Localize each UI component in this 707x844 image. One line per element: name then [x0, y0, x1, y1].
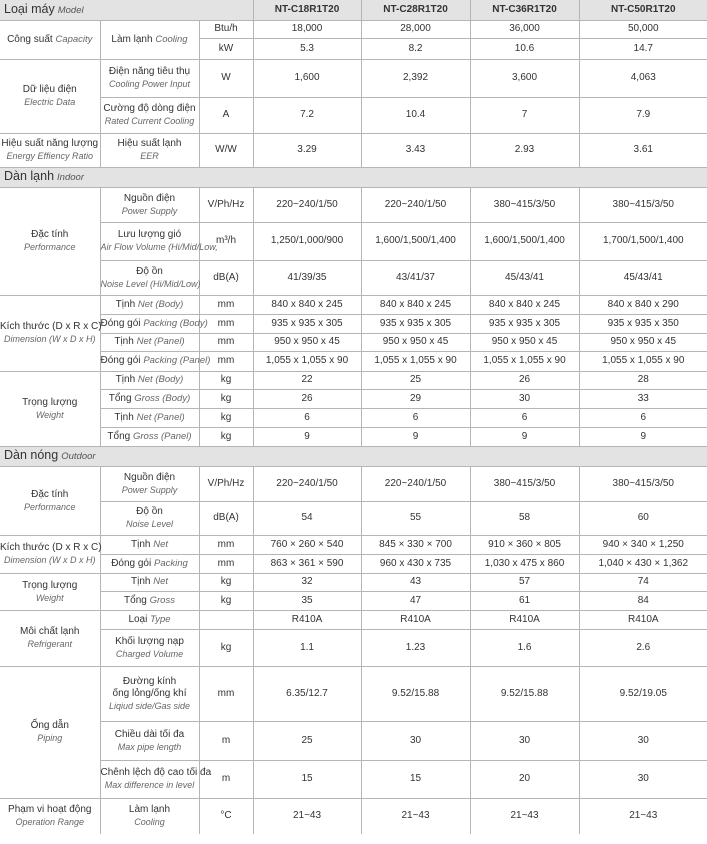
value-cell: 20 — [470, 760, 579, 798]
item-cell: Nguồn điện Power Supply — [100, 187, 199, 222]
item-cell: Điện năng tiêu thụ Cooling Power Input — [100, 59, 199, 97]
category-cell: Hiệu suất năng lượng Energy Effiency Ratio — [0, 133, 100, 167]
unit-cell: dB(A) — [199, 501, 253, 535]
category-cell: Trọng lượng Weight — [0, 573, 100, 610]
item-cell: Tổng Gross (Panel) — [100, 427, 199, 446]
item-cell: Tổng Gross (Body) — [100, 389, 199, 408]
value-cell: 1,055 x 1,055 x 90 — [253, 351, 361, 371]
table-row — [0, 721, 707, 760]
value-cell: 840 x 840 x 245 — [470, 295, 579, 314]
value-cell: 9 — [579, 427, 707, 446]
item-cell: Độ ồn Noise Level — [100, 501, 199, 535]
value-cell: 21~43 — [470, 798, 579, 834]
value-cell: 9.52/19.05 — [579, 666, 707, 721]
value-cell: 6 — [579, 408, 707, 427]
item-cell: Tịnh Net (Body) — [100, 371, 199, 389]
category-cell: Ống dẫn Piping — [0, 666, 100, 798]
category-cell: Công suất Capacity — [0, 20, 100, 59]
item-cell: Đóng gói Packing — [100, 554, 199, 573]
value-cell: 7.9 — [579, 97, 707, 133]
unit-cell: kg — [199, 389, 253, 408]
value-cell: 47 — [361, 591, 470, 610]
value-cell: 55 — [361, 501, 470, 535]
item-cell: Làm lạnh Cooling — [100, 20, 199, 59]
unit-cell: mm — [199, 351, 253, 371]
value-cell: 33 — [579, 389, 707, 408]
value-cell: 57 — [470, 573, 579, 591]
value-cell: 26 — [253, 389, 361, 408]
value-cell: 9.52/15.88 — [361, 666, 470, 721]
value-cell: 845 × 330 × 700 — [361, 535, 470, 554]
value-cell: 22 — [253, 371, 361, 389]
item-cell: Làm lạnh Cooling — [100, 798, 199, 834]
value-cell: 1,055 x 1,055 x 90 — [579, 351, 707, 371]
value-cell: 26 — [470, 371, 579, 389]
value-cell: 74 — [579, 573, 707, 591]
unit-cell: V/Ph/Hz — [199, 187, 253, 222]
value-cell: 3.43 — [361, 133, 470, 167]
unit-cell: kg — [199, 408, 253, 427]
value-cell: 36,000 — [470, 20, 579, 38]
category-cell: Trọng lượng Weight — [0, 371, 100, 446]
value-cell: 45/43/41 — [470, 260, 579, 295]
unit-cell: kW — [199, 38, 253, 59]
unit-cell: kg — [199, 371, 253, 389]
value-cell: 30 — [579, 721, 707, 760]
value-cell: 935 x 935 x 305 — [361, 314, 470, 333]
value-cell: 58 — [470, 501, 579, 535]
item-cell: Tổng Gross — [100, 591, 199, 610]
unit-cell: m — [199, 721, 253, 760]
unit-cell: kg — [199, 427, 253, 446]
unit-cell: m³/h — [199, 222, 253, 260]
unit-cell: W/W — [199, 133, 253, 167]
value-cell: 3.61 — [579, 133, 707, 167]
table-row — [0, 389, 707, 408]
item-cell: Chiều dài tối đa Max pipe length — [100, 721, 199, 760]
value-cell: 950 x 950 x 45 — [470, 333, 579, 351]
section-header-indoor — [0, 167, 707, 187]
value-cell: 2.6 — [579, 629, 707, 666]
value-cell: 28,000 — [361, 20, 470, 38]
value-cell: 1.6 — [470, 629, 579, 666]
table-row — [0, 59, 707, 97]
value-cell: 35 — [253, 591, 361, 610]
value-cell: 7.2 — [253, 97, 361, 133]
value-cell: 3,600 — [470, 59, 579, 97]
value-cell: 6 — [253, 408, 361, 427]
model-name: NT-C50R1T20 — [579, 0, 707, 20]
value-cell: 9.52/15.88 — [470, 666, 579, 721]
value-cell: 25 — [361, 371, 470, 389]
item-cell: Tịnh Net (Panel) — [100, 333, 199, 351]
table-row — [0, 501, 707, 535]
value-cell: 1,055 x 1,055 x 90 — [470, 351, 579, 371]
value-cell: 6 — [361, 408, 470, 427]
value-cell: 1,600/1,500/1,400 — [361, 222, 470, 260]
unit-cell: Btu/h — [199, 20, 253, 38]
unit-cell: A — [199, 97, 253, 133]
value-cell: 2.93 — [470, 133, 579, 167]
value-cell: 54 — [253, 501, 361, 535]
table-row — [0, 295, 707, 314]
item-cell: Đóng gói Packing (Body) — [100, 314, 199, 333]
value-cell: 380~415/3/50 — [579, 466, 707, 501]
value-cell: 29 — [361, 389, 470, 408]
value-cell: 950 x 950 x 45 — [253, 333, 361, 351]
value-cell: 30 — [470, 389, 579, 408]
table-row — [0, 333, 707, 351]
value-cell: 5.3 — [253, 38, 361, 59]
value-cell: R410A — [470, 610, 579, 629]
table-row — [0, 20, 707, 38]
table-row — [0, 351, 707, 371]
value-cell: 84 — [579, 591, 707, 610]
value-cell: 950 x 950 x 45 — [361, 333, 470, 351]
value-cell: 21~43 — [361, 798, 470, 834]
value-cell: 380~415/3/50 — [470, 466, 579, 501]
value-cell: 28 — [579, 371, 707, 389]
value-cell: 60 — [579, 501, 707, 535]
value-cell: 940 × 340 × 1,250 — [579, 535, 707, 554]
value-cell: 1,250/1,000/900 — [253, 222, 361, 260]
table-row — [0, 408, 707, 427]
item-cell: Độ ồn Noise Level (Hi/Mid/Low) — [100, 260, 199, 295]
unit-cell — [199, 610, 253, 629]
value-cell: 21~43 — [579, 798, 707, 834]
value-cell: 6.35/12.7 — [253, 666, 361, 721]
value-cell: 30 — [579, 760, 707, 798]
table-row — [0, 222, 707, 260]
unit-cell: mm — [199, 554, 253, 573]
section-title: Dàn nóng Outdoor — [0, 446, 707, 466]
value-cell: 43/41/37 — [361, 260, 470, 295]
value-cell: 380~415/3/50 — [579, 187, 707, 222]
value-cell: 863 × 361 × 590 — [253, 554, 361, 573]
value-cell: R410A — [579, 610, 707, 629]
category-cell: Đặc tính Performance — [0, 187, 100, 295]
value-cell: 7 — [470, 97, 579, 133]
model-name: NT-C36R1T20 — [470, 0, 579, 20]
item-cell: Tịnh Net — [100, 535, 199, 554]
value-cell: 4,063 — [579, 59, 707, 97]
table-row — [0, 573, 707, 591]
value-cell: 910 × 360 × 805 — [470, 535, 579, 554]
item-cell: Chênh lệch độ cao tối đa Max difference in level — [100, 760, 199, 798]
item-cell: Loại Type — [100, 610, 199, 629]
unit-cell: kg — [199, 591, 253, 610]
value-cell: 935 x 935 x 305 — [470, 314, 579, 333]
unit-cell: mm — [199, 666, 253, 721]
unit-cell: °C — [199, 798, 253, 834]
table-row — [0, 760, 707, 798]
item-cell: Đường kính ống lỏng/ống khí Liqiud side/Gas side — [100, 666, 199, 721]
value-cell: 14.7 — [579, 38, 707, 59]
table-row — [0, 427, 707, 446]
value-cell: 18,000 — [253, 20, 361, 38]
value-cell: 935 x 935 x 305 — [253, 314, 361, 333]
table-row — [0, 535, 707, 554]
table-row — [0, 466, 707, 501]
value-cell: 380~415/3/50 — [470, 187, 579, 222]
value-cell: 1,600 — [253, 59, 361, 97]
model-name: NT-C28R1T20 — [361, 0, 470, 20]
value-cell: 1,030 x 475 x 860 — [470, 554, 579, 573]
unit-cell: mm — [199, 535, 253, 554]
value-cell: 840 x 840 x 245 — [253, 295, 361, 314]
value-cell: 760 × 260 × 540 — [253, 535, 361, 554]
value-cell: 9 — [470, 427, 579, 446]
section-title: Loại máy Model — [0, 0, 253, 20]
value-cell: 840 x 840 x 245 — [361, 295, 470, 314]
table-row — [0, 187, 707, 222]
value-cell: 220~240/1/50 — [253, 187, 361, 222]
value-cell: 1.23 — [361, 629, 470, 666]
model-name: NT-C18R1T20 — [253, 0, 361, 20]
value-cell: 960 x 430 x 735 — [361, 554, 470, 573]
table-row — [0, 554, 707, 573]
value-cell: 3.29 — [253, 133, 361, 167]
value-cell: 21~43 — [253, 798, 361, 834]
table-row — [0, 591, 707, 610]
category-cell: Dữ liệu điện Electric Data — [0, 59, 100, 133]
item-cell: Lưu lượng gió Air Flow Volume (Hi/Mid/Low, — [100, 222, 199, 260]
section-header-model — [0, 0, 707, 20]
value-cell: 25 — [253, 721, 361, 760]
table-row — [0, 371, 707, 389]
unit-cell: mm — [199, 333, 253, 351]
value-cell: 1,700/1,500/1,400 — [579, 222, 707, 260]
value-cell: 41/39/35 — [253, 260, 361, 295]
value-cell: 6 — [470, 408, 579, 427]
section-header-outdoor — [0, 446, 707, 466]
value-cell: 10.4 — [361, 97, 470, 133]
category-cell: Môi chất lạnh Refrigerant — [0, 610, 100, 666]
value-cell: 935 x 935 x 350 — [579, 314, 707, 333]
section-title: Dàn lạnh Indoor — [0, 167, 707, 187]
table-row — [0, 798, 707, 834]
value-cell: 220~240/1/50 — [253, 466, 361, 501]
unit-cell: mm — [199, 314, 253, 333]
unit-cell: V/Ph/Hz — [199, 466, 253, 501]
item-cell: Tịnh Net (Panel) — [100, 408, 199, 427]
value-cell: 50,000 — [579, 20, 707, 38]
table-row — [0, 260, 707, 295]
value-cell: 9 — [253, 427, 361, 446]
value-cell: 2,392 — [361, 59, 470, 97]
value-cell: 8.2 — [361, 38, 470, 59]
item-cell: Khối lượng nạp Charged Volume — [100, 629, 199, 666]
value-cell: 32 — [253, 573, 361, 591]
item-cell: Hiệu suất lạnh EER — [100, 133, 199, 167]
value-cell: 30 — [470, 721, 579, 760]
value-cell: 10.6 — [470, 38, 579, 59]
item-cell: Tịnh Net (Body) — [100, 295, 199, 314]
value-cell: 950 x 950 x 45 — [579, 333, 707, 351]
value-cell: 1.1 — [253, 629, 361, 666]
table-row — [0, 314, 707, 333]
unit-cell: m — [199, 760, 253, 798]
unit-cell: kg — [199, 573, 253, 591]
value-cell: 15 — [361, 760, 470, 798]
item-cell: Nguồn điện Power Supply — [100, 466, 199, 501]
item-cell: Cường độ dòng điện Rated Current Cooling — [100, 97, 199, 133]
value-cell: 220~240/1/50 — [361, 466, 470, 501]
value-cell: 1,600/1,500/1,400 — [470, 222, 579, 260]
category-cell: Phạm vi hoạt động Operation Range — [8, 804, 92, 828]
table-row — [0, 133, 707, 167]
value-cell: 45/43/41 — [579, 260, 707, 295]
unit-cell: mm — [199, 295, 253, 314]
value-cell: 220~240/1/50 — [361, 187, 470, 222]
table-row — [0, 629, 707, 666]
value-cell: 1,055 x 1,055 x 90 — [361, 351, 470, 371]
value-cell: 1,040 × 430 × 1,362 — [579, 554, 707, 573]
value-cell: 840 x 840 x 290 — [579, 295, 707, 314]
value-cell: R410A — [253, 610, 361, 629]
table-row — [0, 97, 707, 133]
item-cell: Đóng gói Packing (Panel) — [100, 351, 199, 371]
value-cell: 61 — [470, 591, 579, 610]
category-cell: Kích thước (D x R x C) Dimension (W x D x H) — [0, 535, 100, 573]
value-cell: 15 — [253, 760, 361, 798]
category-cell: Kích thước (D x R x C) Dimension (W x D x H) — [0, 295, 100, 371]
unit-cell: kg — [199, 629, 253, 666]
unit-cell: W — [199, 59, 253, 97]
unit-cell: dB(A) — [199, 260, 253, 295]
item-cell: Tịnh Net — [100, 573, 199, 591]
table-row — [0, 666, 707, 721]
value-cell: 43 — [361, 573, 470, 591]
value-cell: R410A — [361, 610, 470, 629]
value-cell: 9 — [361, 427, 470, 446]
table-row — [0, 610, 707, 629]
category-cell: Đặc tính Performance — [0, 466, 100, 535]
value-cell: 30 — [361, 721, 470, 760]
